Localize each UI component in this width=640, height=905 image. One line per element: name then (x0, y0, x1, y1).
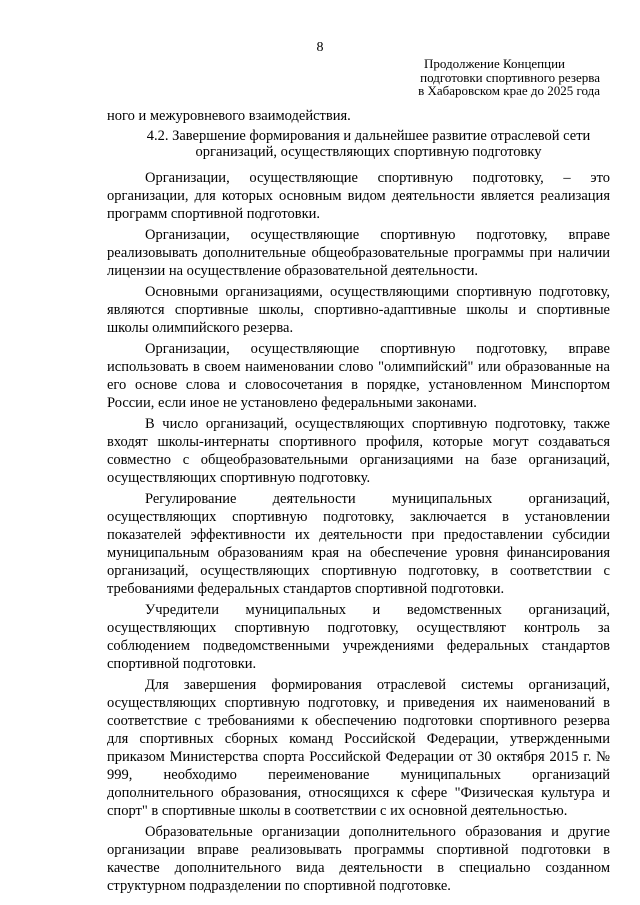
section-heading-line: 4.2. Завершение формирования и дальнейшее развитие отраслевой сети (146, 128, 591, 144)
body-paragraph: Для завершения формирования отраслевой системы организаций, осуществляющих спортивную подготовку, и приведения их наименований в соответствие с требованиями к обеспечению подготовки спортивного резерва для спортивных сборных команд Российской Федерации, утвержденными приказом Министерства спорта Российской Федерации от 30 октября 2015 г. № 999, необходимо переименование муниципальных организаций дополнительного образования, относящихся к сфере "Физическая культура и спорт" в спортивные школы в соответствии с их основной деятельностью. (107, 677, 610, 819)
section-heading-line: организаций, осуществляющих спортивную подготовку (195, 144, 542, 160)
body-paragraph: Регулирование деятельности муниципальных организаций, осуществляющих спортивную подготовку, заключается в установлении показателей эффективности их деятельности при предоставлении субсидии муниципальным образованиям края на обеспечение уровня финансирования организаций, осуществляющих спортивную подготовку, в соответствии с требованиями федеральных стандартов спортивной подготовки. (107, 491, 610, 597)
running-head-line: в Хабаровском крае до 2025 года (418, 83, 600, 98)
page-number: 8 (316, 40, 324, 55)
body-paragraph: Организации, осуществляющие спортивную подготовку, вправе использовать в своем наименовании слово "олимпийский" или образованные на его основе слова и словосочетания в порядке, установленном Минспортом России, если иное не установлено федеральными законами. (107, 341, 610, 411)
body-paragraph: Организации, осуществляющие спортивную подготовку, – это организации, для которых основным видом деятельности является реализация программ спортивной подготовки. (107, 170, 610, 222)
continuation-paragraph: ного и межуровневого взаимодействия. (107, 108, 351, 124)
section-heading (107, 128, 610, 160)
running-head-line: Продолжение Концепции (424, 56, 565, 71)
body-paragraph: В число организаций, осуществляющих спортивную подготовку, также входят школы-интернаты спортивного профиля, которые могут создаваться совместно с общеобразовательными организациями на базе организаций, осуществляющих спортивную подготовку. (107, 416, 610, 486)
running-head (418, 57, 600, 98)
body-paragraph: Учредители муниципальных и ведомственных организаций, осуществляющих спортивную подготовку, осуществляют контроль за соблюдением подведомственными учреждениями федеральных стандартов спортивной подготовки. (107, 602, 610, 672)
body-paragraph: Основными организациями, осуществляющими спортивную подготовку, являются спортивные школы, спортивно-адаптивные школы и спортивные школы олимпийского резерва. (107, 284, 610, 336)
body-paragraph: Образовательные организации дополнительного образования и другие организации вправе реализовывать программы спортивной подготовки в качестве дополнительного вида деятельности в специально созданном структурном подразделении по спортивной подготовке. (107, 824, 610, 894)
running-head-line: подготовки спортивного резерва (420, 69, 600, 85)
document-body (107, 107, 610, 898)
body-paragraph: Организации, осуществляющие спортивную подготовку, вправе реализовывать дополнительные общеобразовательные программы при наличии лицензии на осуществление образовательной деятельности. (107, 227, 610, 279)
